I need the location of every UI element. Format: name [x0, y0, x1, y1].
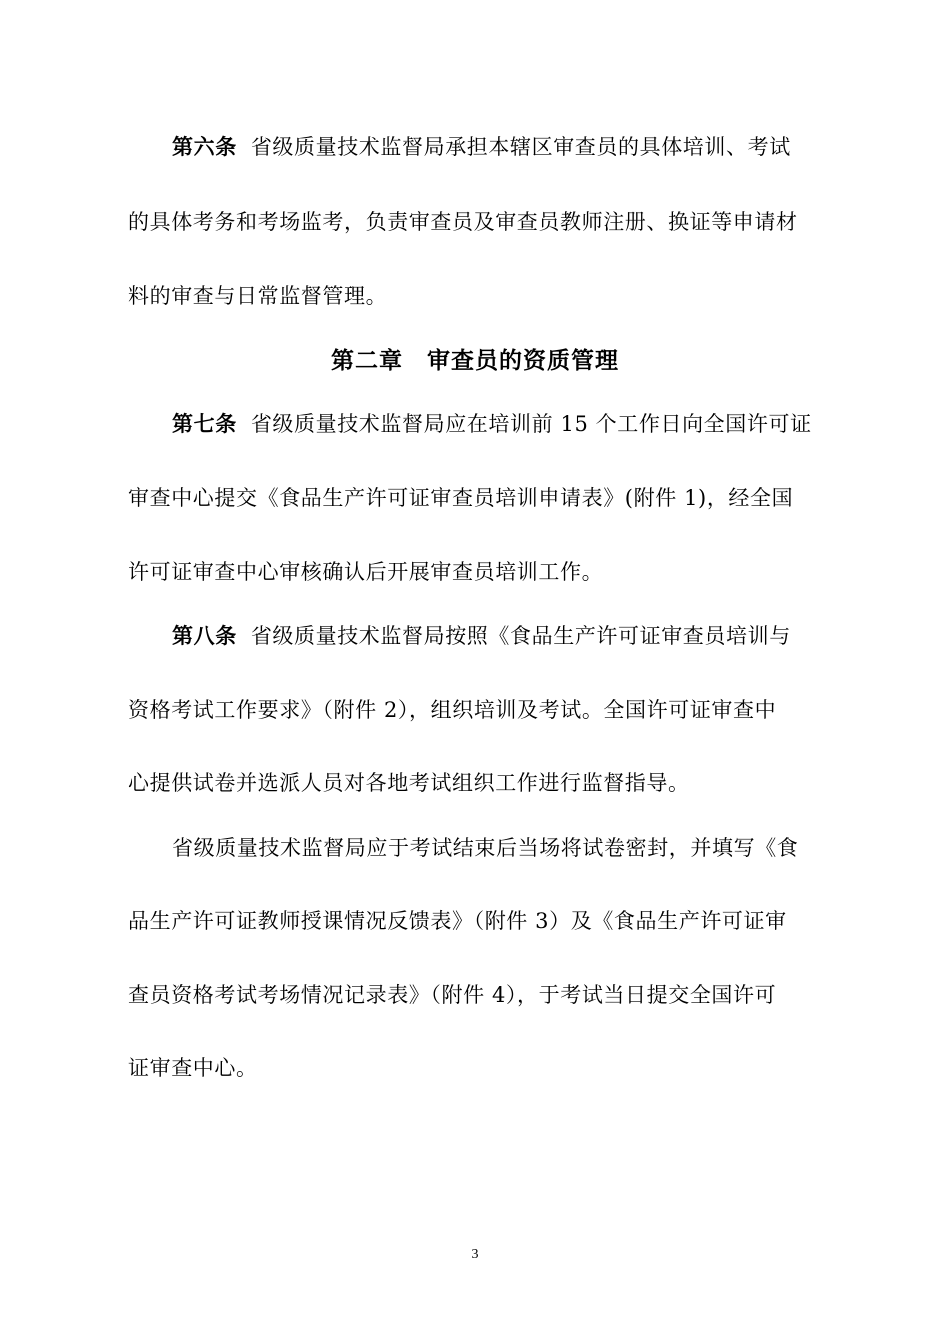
article-7-label: 第七条: [172, 412, 237, 436]
article-8-text-1: 省级质量技术监督局按照《食品生产许可证审查员培训与: [250, 624, 791, 648]
article-7-line-1: [172, 409, 812, 439]
article-7-line-3: 许可证审查中心审核确认后开展审查员培训工作。: [128, 560, 604, 584]
article-8-label: 第八条: [172, 624, 237, 648]
paragraph-seal-line-2: 品生产许可证教师授课情况反馈表》（附件 3）及《食品生产许可证审: [128, 909, 787, 933]
article-6-line-1: [172, 132, 791, 162]
article-7-line-2: 审查中心提交《食品生产许可证审查员培训申请表》(附件 1)，经全国: [128, 486, 794, 510]
paragraph-seal-line-3: 查员资格考试考场情况记录表》（附件 4），于考试当日提交全国许可: [128, 983, 777, 1007]
article-6-line-3: 料的审查与日常监督管理。: [128, 284, 388, 308]
article-6-text-1: 省级质量技术监督局承担本辖区审查员的具体培训、考试: [250, 135, 791, 159]
article-8-line-2: 资格考试工作要求》（附件 2），组织培训及考试。全国许可证审查中: [128, 698, 777, 722]
article-6-label: 第六条: [172, 135, 237, 159]
article-8-line-3: 心提供试卷并选派人员对各地考试组织工作进行监督指导。: [128, 771, 690, 795]
paragraph-seal-line-4: 证审查中心。: [128, 1056, 258, 1080]
page-number: 3: [471, 1247, 479, 1262]
article-7-text-1: 省级质量技术监督局应在培训前 15 个工作日向全国许可证: [250, 412, 812, 436]
chapter-heading: 第二章 审查员的资质管理: [331, 348, 619, 374]
article-8-line-1: [172, 621, 791, 651]
article-6-line-2: 的具体考务和考场监考，负责审查员及审查员教师注册、换证等申请材: [128, 210, 798, 234]
paragraph-seal-line-1: 省级质量技术监督局应于考试结束后当场将试卷密封，并填写《食: [172, 836, 799, 860]
